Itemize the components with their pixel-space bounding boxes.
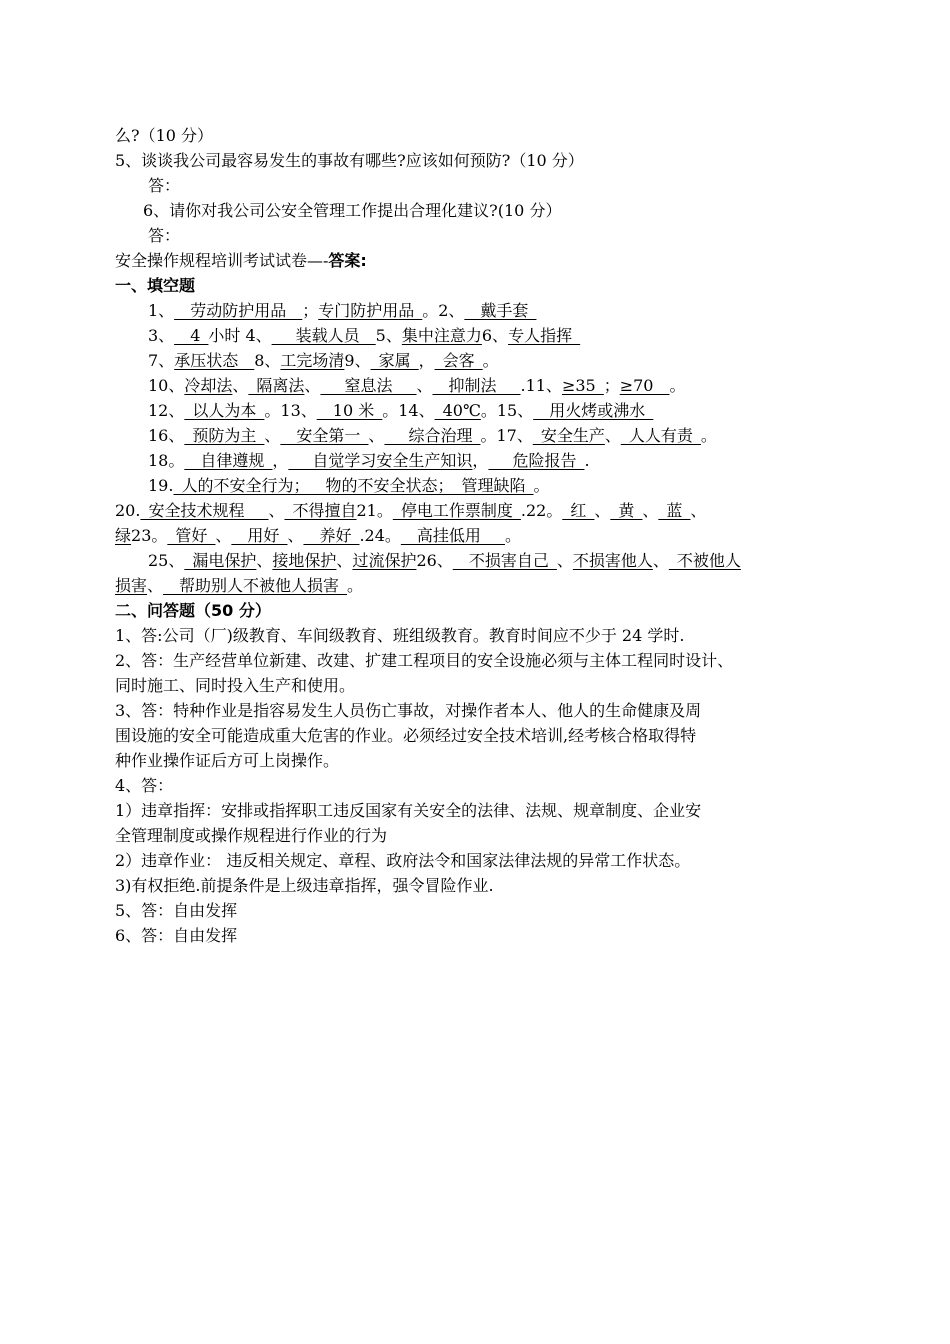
item-number: .11、 [520, 376, 562, 395]
separator: 、 [215, 526, 232, 545]
separator: 、 [147, 576, 164, 595]
separator: 。 [669, 376, 686, 395]
item-number: 。2、 [422, 301, 465, 320]
fill-answer: __10 米_ [316, 401, 383, 420]
item-number: 3、 [148, 326, 175, 345]
item-number: 小时 4、 [208, 326, 272, 345]
item-number: 25、 [148, 551, 185, 570]
fill-answer: _会客_ [434, 351, 483, 370]
fill-answer: __劳动防护用品__ [174, 301, 303, 320]
fill-line [148, 324, 580, 348]
fill-answer: __自律遵规_ [184, 451, 273, 470]
separator: 、 [268, 501, 285, 520]
fill-line [148, 299, 536, 323]
fill-answer: 工完场清 [280, 351, 345, 370]
fill-line [148, 549, 741, 573]
separator: ， [472, 451, 489, 470]
answers-title-bold: 答案: [328, 251, 367, 270]
answer-line: 全管理制度或操作规程进行作业的行为 [115, 826, 388, 845]
fill-answer: 过流保护 [352, 551, 417, 570]
fill-line [148, 349, 499, 373]
fill-answer: 承压状态__ [174, 351, 255, 370]
answer-line: 2、答：生产经营单位新建、改建、扩建工程项目的安全设施必须与主体工程同时设计、 [115, 651, 734, 670]
question-6-answer: 答： [148, 226, 181, 245]
answer-line: 4、答： [115, 776, 174, 795]
item-number: 。13、 [264, 401, 317, 420]
fill-line [148, 449, 590, 473]
fill-answer: ___窒息法___ [320, 376, 417, 395]
separator: 、 [690, 501, 707, 520]
answers-title-prefix: 安全操作规程培训考试试卷—- [115, 251, 329, 270]
fill-answer: ___综合治理_ [384, 426, 481, 445]
answer-line: 2）违章作业： 违反相关规定、章程、政府法令和国家法律法规的异常工作状态。 [115, 851, 691, 870]
item-number: 8、 [254, 351, 281, 370]
answer-line: 3)有权拒绝.前提条件是上级违章指挥，强令冒险作业. [115, 876, 494, 895]
fill-answer: _蓝_ [658, 501, 691, 520]
fill-answer: 专人指挥_ [508, 326, 581, 345]
fill-answer: __用好_ [231, 526, 288, 545]
separator: 、 [604, 426, 621, 445]
separator: ， [418, 351, 435, 370]
separator: 、 [264, 426, 281, 445]
question-5: 5、谈谈我公司最容易发生的事故有哪些?应该如何预防?（10 分） [115, 151, 584, 170]
separator: . [584, 451, 590, 470]
fill-answer: 接地保护 [272, 551, 337, 570]
separator: 、 [642, 501, 659, 520]
item-number: 26、 [416, 551, 453, 570]
fill-answer: _不被他人 [668, 551, 741, 570]
item-number: 16、 [148, 426, 185, 445]
fill-answer: _黄_ [610, 501, 643, 520]
fill-answer: _人的不安全行为； [173, 476, 310, 495]
separator: 、 [232, 376, 249, 395]
item-number: 10、 [148, 376, 185, 395]
fill-answer: _不得擅自 [284, 501, 357, 520]
separator: 、 [594, 501, 611, 520]
section-1-heading: 一、填空题 [115, 276, 196, 295]
separator: 、 [256, 551, 273, 570]
fill-answer: 损害 [115, 576, 148, 595]
fill-answer: 集中注意力 [401, 326, 482, 345]
item-number: .22。 [520, 501, 563, 520]
separator: 、 [304, 376, 321, 395]
fill-answer: _40℃ [434, 401, 481, 420]
answers-title [115, 249, 367, 273]
separator: 、 [287, 526, 304, 545]
item-number: 。14、 [382, 401, 435, 420]
fill-answer: __安全第一_ [280, 426, 369, 445]
separator: 、 [336, 551, 353, 570]
fill-answer: __帮助别人不被他人损害_ [163, 576, 348, 595]
separator: 。 [533, 476, 550, 495]
separator: 。 [347, 576, 364, 595]
question-6: 6、请你对我公司公安全管理工作提出合理化建议?(10 分） [143, 201, 562, 220]
answer-line: 6、答：自由发挥 [115, 926, 238, 945]
item-number: 12、 [148, 401, 185, 420]
fill-answer: __不损害自己_ [452, 551, 557, 570]
answer-line: 5、答：自由发挥 [115, 901, 238, 920]
item-number: 7、 [148, 351, 175, 370]
fill-answer: _人人有责_ [620, 426, 701, 445]
item-number: 1、 [148, 301, 175, 320]
fill-answer: ≥70__ [619, 376, 670, 395]
question-5-answer: 答： [148, 176, 181, 195]
item-number: 9、 [344, 351, 371, 370]
fill-answer: _家属_ [370, 351, 419, 370]
fill-line [115, 524, 521, 548]
separator: ； [302, 301, 319, 320]
fill-answer: ___危险报告_ [488, 451, 585, 470]
fill-answer: 冷却法 [184, 376, 233, 395]
separator: 。 [482, 351, 499, 370]
answer-line: 1）违章指挥：安排或指挥职工违反国家有关安全的法律、法规、规章制度、企业安 [115, 801, 702, 820]
fill-answer: __戴手套_ [464, 301, 537, 320]
separator: 、 [368, 426, 385, 445]
item-number: 5、 [375, 326, 402, 345]
separator: 、 [556, 551, 573, 570]
separator: 、 [652, 551, 669, 570]
answer-line: 围设施的安全可能造成重大危害的作业。必须经过安全技术培训,经考核合格取得特 [115, 726, 697, 745]
fill-answer: ≥35_ [561, 376, 604, 395]
item-number: 18。 [148, 451, 185, 470]
item-number: 21。 [356, 501, 393, 520]
item-number: 。15、 [480, 401, 534, 420]
question-4-tail: 么?（10 分） [115, 126, 214, 145]
separator: 。 [504, 526, 521, 545]
fill-answer: _红_ [562, 501, 595, 520]
fill-answer: __养好_ [303, 526, 360, 545]
fill-answer: __物的不安全状态； [309, 476, 454, 495]
section-2-heading: 二、问答题（50 分） [115, 601, 271, 620]
fill-answer: _安全技术规程___ [140, 501, 269, 520]
answer-line: 种作业操作证后方可上岗操作。 [115, 751, 340, 770]
fill-line [148, 399, 653, 423]
fill-answer: __用火烤或沸水_ [533, 401, 654, 420]
fill-answer: _管好_ [167, 526, 216, 545]
fill-answer: __高挂低用___ [400, 526, 505, 545]
item-number: 20. [115, 501, 141, 520]
item-number: 6、 [481, 326, 509, 345]
separator: ； [603, 376, 620, 395]
fill-answer: _漏电保护 [184, 551, 257, 570]
fill-line [115, 499, 706, 523]
fill-line [148, 374, 686, 398]
fill-answer: 绿 [115, 526, 132, 545]
fill-answer: 专门防护用品_ [318, 301, 423, 320]
fill-answer: ___自觉学习安全生产知识 [288, 451, 473, 470]
item-number: 。17、 [480, 426, 533, 445]
fill-answer: ___装载人员__ [271, 326, 376, 345]
fill-answer: __4_ [174, 326, 209, 345]
answer-line: 1、答:公司（厂)级教育、车间级教育、班组级教育。教育时间应不少于 24 学时. [115, 626, 685, 645]
separator: 、 [416, 376, 433, 395]
item-number: .24。 [359, 526, 401, 545]
fill-line [148, 424, 717, 448]
fill-line [115, 574, 363, 598]
answer-line: 同时施工、同时投入生产和使用。 [115, 676, 356, 695]
item-number: 19. [148, 476, 174, 495]
fill-answer: _管理缺陷_ [453, 476, 534, 495]
item-number: 23。 [131, 526, 168, 545]
fill-answer: _以人为本_ [184, 401, 265, 420]
fill-answer: _安全生产 [532, 426, 605, 445]
separator: ， [272, 451, 289, 470]
fill-answer: _隔离法 [248, 376, 305, 395]
separator: 。 [700, 426, 717, 445]
fill-answer: _预防为主_ [184, 426, 265, 445]
fill-answer: 不损害他人 [572, 551, 653, 570]
fill-line [148, 474, 550, 498]
answer-line: 3、答：特种作业是指容易发生人员伤亡事故，对操作者本人、他人的生命健康及周 [115, 701, 702, 720]
fill-answer: __抑制法___ [432, 376, 521, 395]
fill-answer: _停电工作票制度_ [392, 501, 521, 520]
